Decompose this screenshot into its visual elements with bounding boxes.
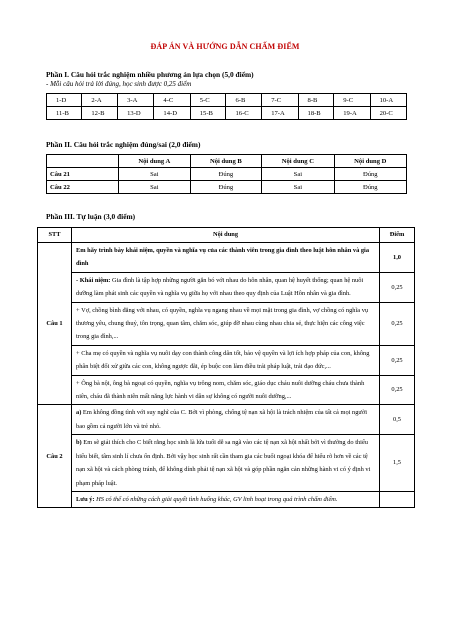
answer-cell: Sai xyxy=(262,168,334,181)
question-label: Câu 2 xyxy=(38,405,72,508)
part3-heading: Phần III. Tự luận (3,0 điểm) xyxy=(46,212,136,221)
table-header-row xyxy=(38,228,415,243)
table-row xyxy=(38,435,415,492)
score-cell-empty xyxy=(380,491,415,507)
score-cell: 1,0 xyxy=(380,243,415,273)
answer-text: + Ông bà nội, ông bà ngoại có quyền, nghĩa vụ trông nom, chăm sóc, giáo dục cháu nuôi dưỡng cháu chưa thành niên, cháu đã thành niên mất năng lực hành vi dân sự không có người nuôi dưỡng,... xyxy=(72,375,380,405)
answer-lead: - Khái niệm: xyxy=(76,276,111,284)
document-title: ĐÁP ÁN VÀ HƯỚNG DẪN CHẤM ĐIỂM xyxy=(150,42,300,51)
table-row xyxy=(38,243,415,273)
header-cell xyxy=(47,155,119,168)
answer-cell: 1-D xyxy=(47,94,82,107)
score-cell: 0,25 xyxy=(380,375,415,405)
answer-cell: 10-A xyxy=(370,94,406,107)
answer-cell: 19-A xyxy=(334,107,370,120)
table-row xyxy=(38,375,415,405)
table-row xyxy=(38,272,415,302)
table-row xyxy=(38,491,415,507)
part1-answer-table xyxy=(46,93,407,120)
answer-cell: 13-D xyxy=(118,107,154,120)
table-row xyxy=(47,94,407,107)
answer-text: + Vợ, chồng bình đẳng với nhau, có quyền, nghĩa vụ ngang nhau về mọi mặt trong gia đình, vợ chồng có nghĩa vụ thương yêu, chung thuỷ, tôn trọng, quan tâm, chăm sóc, giúp đỡ nhau cùng nhau chia sẻ, thực hiện các công việc trong gia đình,... xyxy=(72,302,380,345)
answer-text xyxy=(72,272,380,302)
table-row xyxy=(47,181,407,194)
header-score: Điểm xyxy=(380,228,415,243)
table-row xyxy=(47,107,407,120)
answer-cell: 12-B xyxy=(82,107,118,120)
header-cell: Nội dung B xyxy=(190,155,262,168)
score-cell: 0,5 xyxy=(380,405,415,435)
answer-cell: 7-C xyxy=(262,94,298,107)
score-cell: 1,5 xyxy=(380,435,415,492)
answer-cell: 11-B xyxy=(47,107,82,120)
answer-body: Em sẽ giải thích cho C biết rằng học sinh là lứa tuổi dễ sa ngã vào các tệ nạn xã hội nhất bởi vì thường do thiếu hiểu biết, tâm sinh lí chưa ổn định. Bởi vậy học sinh rất cần tham gia các buổi ngoại khóa để hiểu rõ hơn về các tệ nạn xã hội và cách phòng tránh, để không dính phải tệ nạn xã hội và góp phần ngăn cản những hành vi có ý định vi phạm pháp luật. xyxy=(76,439,371,487)
answer-cell: 5-C xyxy=(190,94,226,107)
part2-heading: Phần II. Câu hỏi trắc nghiệm đúng/sai (2,0 điểm) xyxy=(46,140,201,149)
answer-cell: Đúng xyxy=(190,181,262,194)
table-row xyxy=(38,345,415,375)
note-text xyxy=(72,491,380,507)
score-cell: 0,25 xyxy=(380,272,415,302)
answer-text: + Cha mẹ có quyền và nghĩa vụ nuôi dạy con thành công dân tốt, bảo vệ quyền và lợi ích hợp pháp của con, không phân biệt đối xử giữa các con, không ngược đãi, ép buộc con làm điều trái pháp luật, trái đạo đức,... xyxy=(72,345,380,375)
answer-cell: 16-C xyxy=(226,107,262,120)
answer-cell: Sai xyxy=(262,181,334,194)
answer-cell: 18-B xyxy=(298,107,334,120)
answer-body: Em không đồng tình với suy nghĩ của C. Bởi vì phòng, chống tệ nạn xã hội là trách nhiệm của tất cả mọi người bao gồm cả người lớn và trẻ nhỏ. xyxy=(76,409,368,430)
note-body: HS có thể có những cách giải quyết tình huống khác, GV linh hoạt trong quá trình chấm điểm. xyxy=(94,495,338,503)
answer-cell: 6-B xyxy=(226,94,262,107)
answer-body: Gia đình là tập hợp những người gắn bó với nhau do hôn nhân, quan hệ huyết thống; quan hệ nuôi dưỡng làm phát sinh các quyền và nghĩa vụ giữa họ với nhau theo quy định của Luật Hôn nhân và gia đình. xyxy=(76,276,364,298)
answer-cell: 20-C xyxy=(370,107,406,120)
answer-cell: Đúng xyxy=(334,168,406,181)
answer-cell: 2-A xyxy=(82,94,118,107)
table-row xyxy=(38,405,415,435)
row-label: Câu 22 xyxy=(47,181,119,194)
table-row xyxy=(38,302,415,345)
part1-note: - Mỗi câu hỏi trả lời đúng, học sinh được 0,25 điểm xyxy=(46,80,192,88)
answer-cell: Sai xyxy=(119,181,191,194)
header-stt: STT xyxy=(38,228,72,243)
answer-cell: 14-D xyxy=(154,107,190,120)
score-cell: 0,25 xyxy=(380,345,415,375)
answer-lead: b) xyxy=(76,439,82,447)
answer-lead: a) xyxy=(76,409,82,417)
header-cell: Nội dung C xyxy=(262,155,334,168)
answer-cell: 4-C xyxy=(154,94,190,107)
answer-text xyxy=(72,405,380,435)
answer-cell: Sai xyxy=(119,168,191,181)
table-header-row xyxy=(47,155,407,168)
answer-cell: 8-B xyxy=(298,94,334,107)
answer-cell: Đúng xyxy=(190,168,262,181)
part2-answer-table xyxy=(46,154,407,194)
answer-text xyxy=(72,435,380,492)
answer-cell: 9-C xyxy=(334,94,370,107)
question-label: Câu 1 xyxy=(38,243,72,405)
header-cell: Nội dung D xyxy=(334,155,406,168)
answer-cell: Đúng xyxy=(334,181,406,194)
score-cell: 0,25 xyxy=(380,302,415,345)
header-cell: Nội dung A xyxy=(119,155,191,168)
note-lead: Lưu ý: xyxy=(76,495,95,503)
part1-heading: Phần I. Câu hỏi trắc nghiệm nhiều phương án lựa chọn (5,0 điểm) xyxy=(46,70,254,79)
answer-cell: 15-B xyxy=(190,107,226,120)
table-row xyxy=(47,168,407,181)
part3-essay-table xyxy=(37,227,415,508)
answer-cell: 3-A xyxy=(118,94,154,107)
row-label: Câu 21 xyxy=(47,168,119,181)
question-text: Em hãy trình bày khái niệm, quyền và nghĩa vụ của các thành viên trong gia đình theo luật hôn nhân và gia đình xyxy=(72,243,380,273)
answer-cell: 17-A xyxy=(262,107,298,120)
header-content: Nội dung xyxy=(72,228,380,243)
